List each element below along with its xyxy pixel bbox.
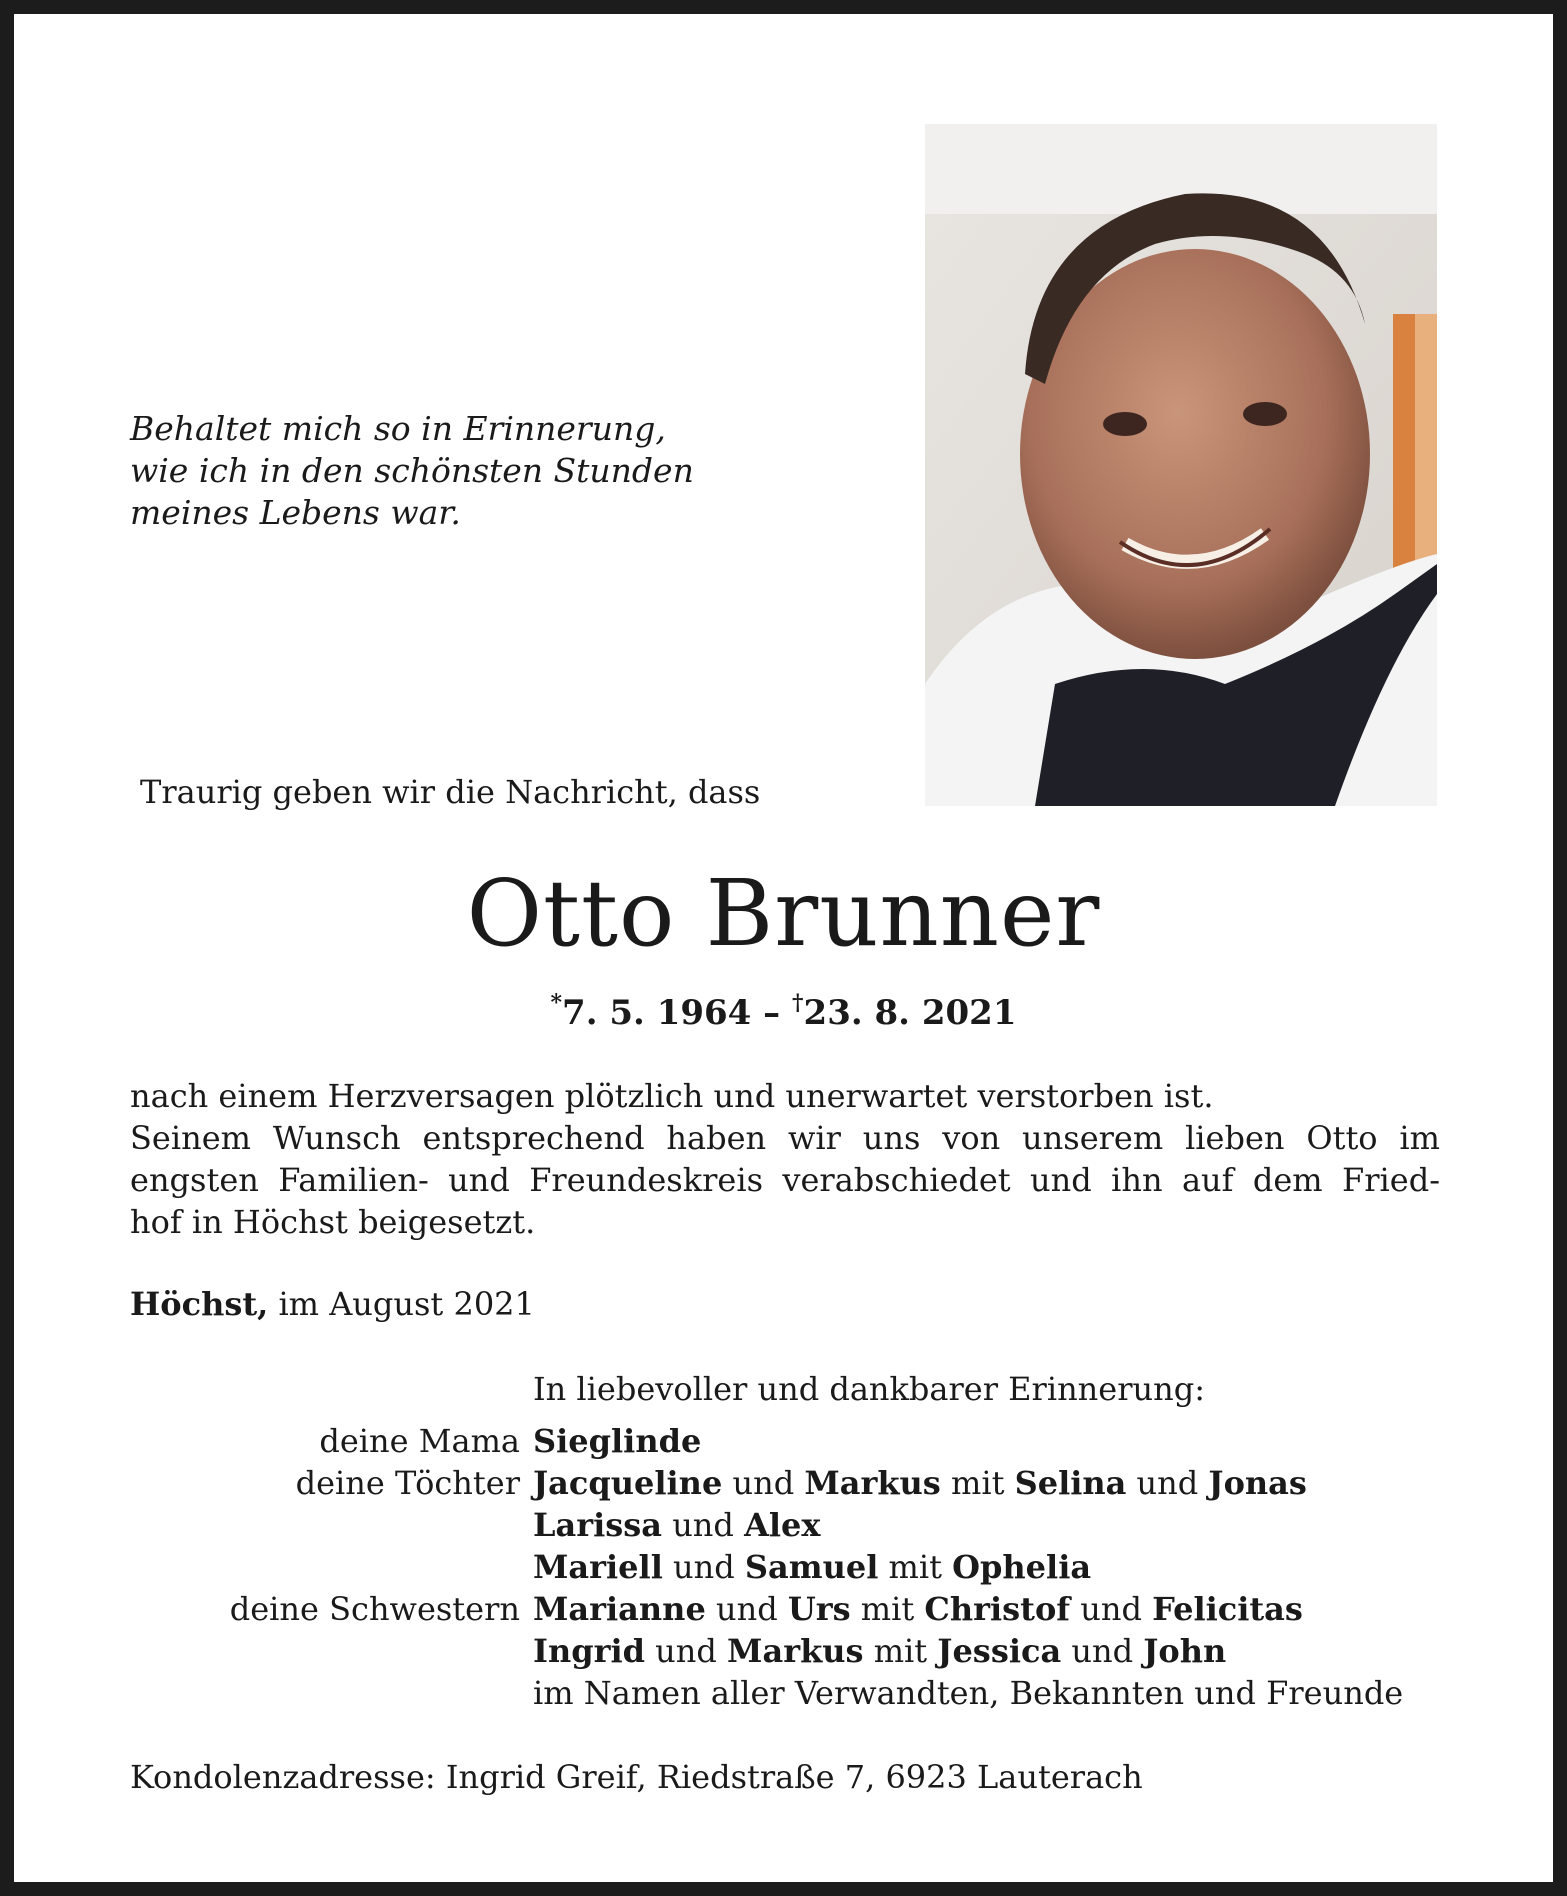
mourner-name: Jacqueline <box>533 1464 723 1502</box>
memorial-quote <box>130 408 694 534</box>
mourner-name: Mariell <box>533 1548 663 1586</box>
relation-spacer <box>130 1672 533 1714</box>
connector-text: mit <box>860 1590 915 1628</box>
connector-text: und <box>1136 1464 1199 1502</box>
mourner-row <box>130 1504 1450 1546</box>
mourner-name: Felicitas <box>1152 1590 1303 1628</box>
quote-line: meines Lebens war. <box>130 493 461 532</box>
connector-text: mit <box>950 1464 1005 1502</box>
memory-line: In liebevoller und dankbarer Erinnerung: <box>533 1370 1205 1408</box>
body-line: Seinem Wunsch entsprechend haben wir uns von unserem lieben Otto im <box>130 1119 1440 1157</box>
body-line: nach einem Herzversagen plötzlich und unerwartet verstorben ist. <box>130 1077 1214 1115</box>
relation-spacer <box>130 1546 533 1588</box>
mourner-name: Sieglinde <box>533 1422 702 1460</box>
connector-text: und <box>732 1464 795 1502</box>
mourner-name: Larissa <box>533 1506 663 1544</box>
mourner-name: Alex <box>744 1506 821 1544</box>
mourner-row <box>130 1546 1450 1588</box>
connector-text: mit <box>888 1548 942 1586</box>
mourner-row <box>130 1462 1450 1504</box>
body-line: engsten Familien- und Freundeskreis verabschiedet und ihn auf dem Fried- <box>130 1161 1440 1199</box>
quote-line: Behaltet mich so in Erinnerung, <box>130 409 666 448</box>
deceased-name: Otto Brunner <box>466 860 1101 967</box>
relation-label: deine Töchter <box>295 1464 520 1502</box>
birth-date: 7. 5. 1964 <box>562 993 752 1033</box>
portrait-photo <box>925 124 1437 806</box>
body-line: hof in Höchst beigesetzt. <box>130 1203 536 1241</box>
connector-text: und <box>672 1506 734 1544</box>
mourners-list <box>130 1420 1450 1714</box>
place-city: Höchst, <box>130 1285 269 1323</box>
quote-line: wie ich in den schönsten Stunden <box>130 451 694 490</box>
mourner-name: Markus <box>727 1632 864 1670</box>
connector-text: mit <box>873 1632 928 1670</box>
connector-text: und <box>655 1632 717 1670</box>
mourner-name: Urs <box>787 1590 851 1628</box>
intro-text: Traurig geben wir die Nachricht, dass <box>140 773 761 811</box>
mourner-row <box>130 1630 1450 1672</box>
mourner-name: Jessica <box>937 1632 1062 1670</box>
connector-text: und <box>715 1590 778 1628</box>
mourner-name: Ingrid <box>533 1632 645 1670</box>
mourner-row <box>130 1420 1450 1462</box>
announcement-body <box>130 1075 1440 1243</box>
mourner-row <box>130 1588 1450 1630</box>
mourner-row <box>130 1672 1450 1714</box>
relation-label: deine Schwestern <box>229 1590 520 1628</box>
condolence-address: Kondolenzadresse: Ingrid Greif, Riedstraße 7, 6923 Lauterach <box>130 1758 1143 1796</box>
relation-label: deine Mama <box>319 1422 520 1460</box>
birth-symbol: * <box>550 990 563 1016</box>
death-date: 23. 8. 2021 <box>803 993 1017 1033</box>
death-symbol: † <box>792 990 804 1016</box>
mourner-name: Ophelia <box>952 1548 1092 1586</box>
date-separator: – <box>763 993 781 1033</box>
closing-line: im Namen aller Verwandten, Bekannten und Freunde <box>533 1674 1404 1712</box>
place-date <box>130 1285 535 1323</box>
mourner-name: Christof <box>924 1590 1071 1628</box>
mourner-name: Selina <box>1014 1464 1127 1502</box>
connector-text: und <box>1071 1632 1134 1670</box>
connector-text: und <box>673 1548 735 1586</box>
mourner-name: Markus <box>804 1464 941 1502</box>
mourner-name: Jonas <box>1208 1464 1307 1502</box>
mourner-name: Samuel <box>744 1548 879 1586</box>
relation-spacer <box>130 1630 533 1672</box>
connector-text: und <box>1080 1590 1142 1628</box>
relation-spacer <box>130 1504 533 1546</box>
mourner-name: John <box>1143 1632 1227 1670</box>
mourner-name: Marianne <box>533 1590 706 1628</box>
life-dates <box>0 990 1567 1033</box>
place-month: im August 2021 <box>278 1285 535 1323</box>
